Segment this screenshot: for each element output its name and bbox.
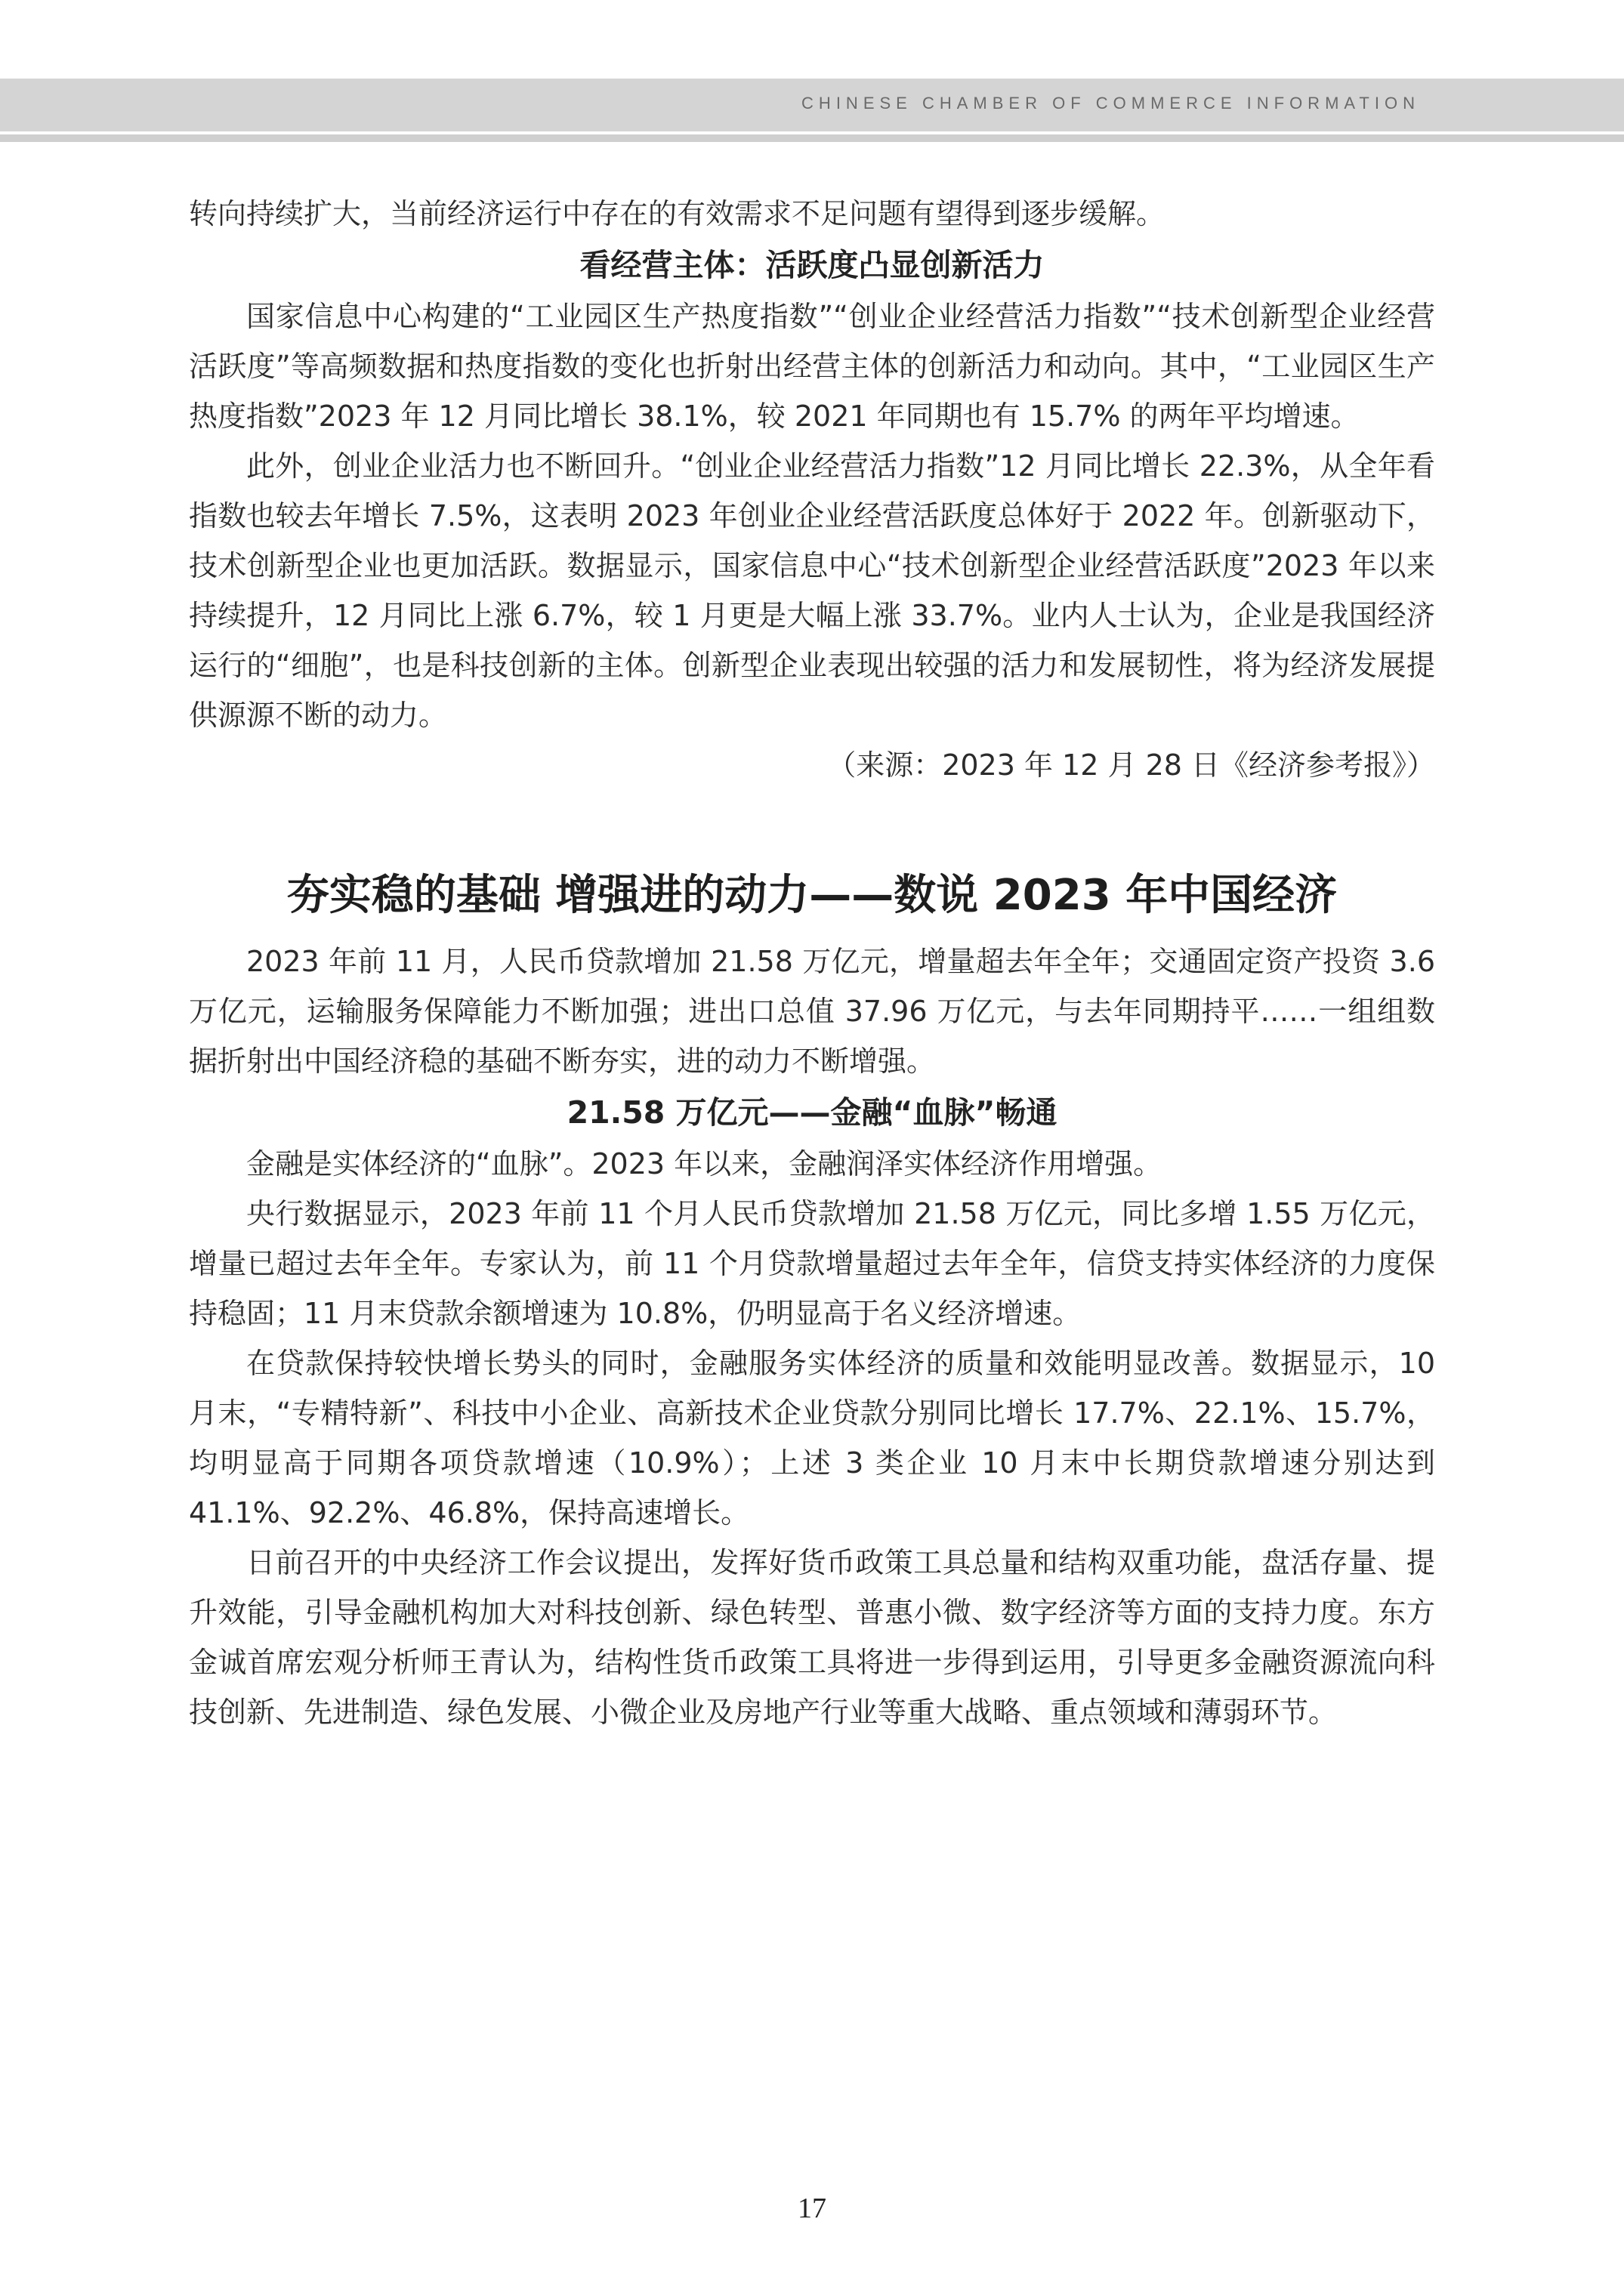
header-tagline: CHINESE CHAMBER OF COMMERCE INFORMATION	[801, 94, 1420, 113]
paragraph: 在贷款保持较快增长势头的同时，金融服务实体经济的质量和效能明显改善。数据显示，10 月末，“专精特新”、科技中小企业、高新技术企业贷款分别同比增长 17.7%、22.1%、15.7%，均明显高于同期各项贷款增速（10.9%）；上述 3 类企业 10 月末中长期贷款增速分别达到 41.1%、92.2%、46.8%，保持高速增长。	[189, 1347, 1435, 1529]
paragraph: 国家信息中心构建的“工业园区生产热度指数”“创业企业经营活力指数”“技术创新型企业经营活跃度”等高频数据和热度指数的变化也折射出经营主体的创新活力和动向。其中，“工业园区生产热度指数”2023 年 12 月同比增长 38.1%，较 2021 年同期也有 15.7% 的两年平均增速。	[189, 300, 1435, 433]
paragraph: 此外，创业企业活力也不断回升。“创业企业经营活力指数”12 月同比增长 22.3%，从全年看指数也较去年增长 7.5%，这表明 2023 年创业企业经营活跃度总体好于 2022 年。创新驱动下，技术创新型企业也更加活跃。数据显示，国家信息中心“技术创新型企业经营活跃度”2023 年以来持续提升，12 月同比上涨 6.7%，较 1 月更是大幅上涨 33.7%。业内人士认为，企业是我国经济运行的“细胞”，也是科技创新的主体。创新型企业表现出较强的活力和发展韧性，将为经济发展提供源源不断的动力。	[189, 449, 1435, 732]
paragraph: 日前召开的中央经济工作会议提出，发挥好货币政策工具总量和结构双重功能，盘活存量、提升效能，引导金融机构加大对科技创新、绿色转型、普惠小微、数字经济等方面的支持力度。东方金诚首席宏观分析师王青认为，结构性货币政策工具将进一步得到运用，引导更多金融资源流向科技创新、先进制造、绿色发展、小微企业及房地产行业等重大战略、重点领域和薄弱环节。	[189, 1546, 1435, 1729]
paragraph: 央行数据显示，2023 年前 11 个月人民币贷款增加 21.58 万亿元，同比多增 1.55 万亿元，增量已超过去年全年。专家认为，前 11 个月贷款增量超过去年全年，信贷支持实体经济的力度保持稳固；11 月末贷款余额增速为 10.8%，仍明显高于名义经济增速。	[189, 1197, 1435, 1330]
page-number: 17	[798, 2193, 826, 2224]
header-rule	[0, 134, 1624, 142]
article-title: 夯实稳的基础 增强进的动力——数说 2023 年中国经济	[286, 871, 1338, 920]
header-band	[0, 79, 1624, 131]
paragraph: 2023 年前 11 月，人民币贷款增加 21.58 万亿元，增量超去年全年；交通固定资产投资 3.6 万亿元，运输服务保障能力不断加强；进出口总值 37.96 万亿元，与去年同期持平……一组组数据折射出中国经济稳的基础不断夯实，进的动力不断增强。	[189, 945, 1435, 1078]
section-subheading: 看经营主体：活跃度凸显创新活力	[579, 247, 1045, 283]
source-citation: （来源：2023 年 12 月 28 日《经济参考报》）	[827, 748, 1435, 782]
section-spacer	[189, 790, 1435, 866]
section-subheading: 21.58 万亿元——金融“血脉”畅通	[567, 1094, 1057, 1131]
page-content	[189, 189, 1435, 1737]
paragraph: 金融是实体经济的“血脉”。2023 年以来，金融润泽实体经济作用增强。	[246, 1147, 1162, 1180]
continued-paragraph: 转向持续扩大，当前经济运行中存在的有效需求不足问题有望得到逐步缓解。	[189, 197, 1166, 230]
title-spacer	[189, 926, 1435, 937]
